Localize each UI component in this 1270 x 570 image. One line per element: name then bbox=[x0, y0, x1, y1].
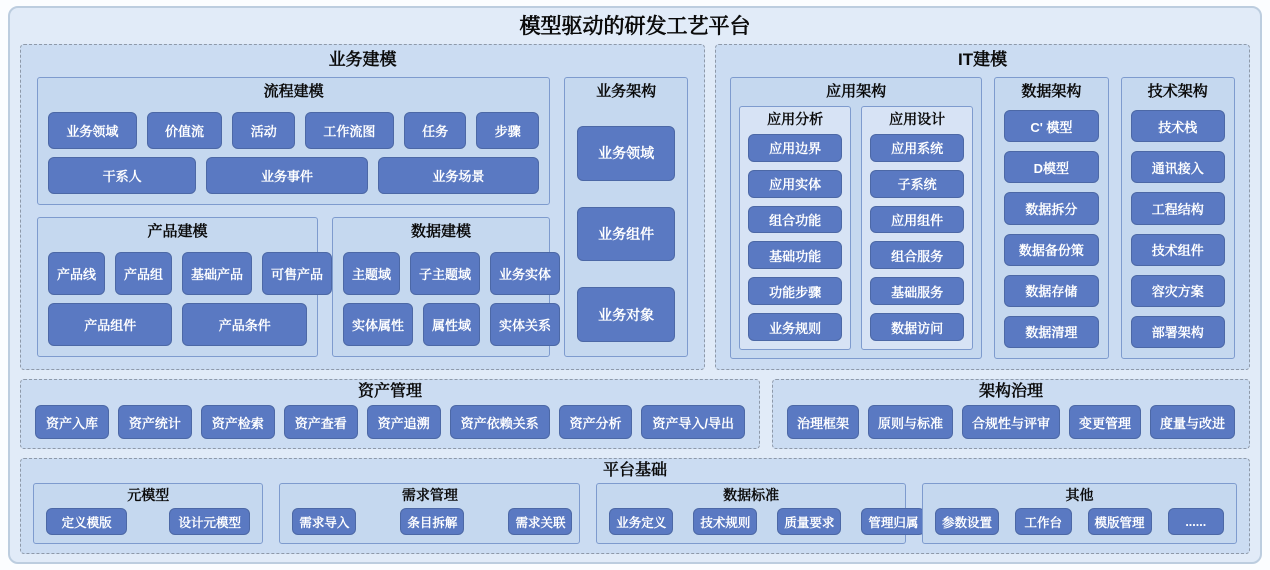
application-architecture-columns bbox=[739, 106, 973, 350]
box-meta-model bbox=[33, 483, 263, 544]
data-standard-block: 技术规则 bbox=[693, 508, 757, 535]
process-block: 活动 bbox=[232, 112, 295, 149]
it-modeling-body bbox=[730, 77, 1235, 359]
governance-block: 度量与改进 bbox=[1150, 405, 1235, 439]
data-modeling-block: 主题域 bbox=[343, 252, 400, 295]
product-block: 产品线 bbox=[48, 252, 105, 295]
governance-block: 合规性与评审 bbox=[962, 405, 1060, 439]
product-block: 产品组 bbox=[115, 252, 172, 295]
data-standard-blocks bbox=[609, 508, 919, 535]
product-modeling-title: 产品建模 bbox=[147, 223, 208, 240]
other-block: ...... bbox=[1168, 508, 1224, 535]
data-standard-block: 管理归属 bbox=[861, 508, 925, 535]
data-standard-block: 质量要求 bbox=[777, 508, 841, 535]
asset-block: 资产导入/导出 bbox=[641, 405, 745, 439]
product-block: 产品组件 bbox=[48, 303, 172, 346]
application-analysis-blocks bbox=[748, 134, 842, 341]
application-design-blocks bbox=[870, 134, 964, 341]
section-architecture-governance bbox=[772, 379, 1250, 449]
product-block: 基础产品 bbox=[182, 252, 252, 295]
asset-block: 资产检索 bbox=[201, 405, 275, 439]
business-architecture-block: 业务组件 bbox=[577, 207, 675, 262]
other-block: 工作台 bbox=[1015, 508, 1071, 535]
process-modeling-row-2 bbox=[48, 157, 539, 194]
it-modeling-title: IT建模 bbox=[958, 50, 1008, 69]
application-design-block: 子系统 bbox=[870, 170, 964, 198]
data-modeling-block: 实体属性 bbox=[343, 303, 413, 346]
application-design-block: 数据访问 bbox=[870, 313, 964, 341]
product-modeling-row-2 bbox=[48, 303, 307, 346]
technology-architecture-block: 技术栈 bbox=[1131, 110, 1225, 142]
business-modeling-left-column bbox=[37, 77, 550, 357]
application-analysis-title: 应用分析 bbox=[767, 111, 824, 127]
asset-management-title: 资产管理 bbox=[357, 383, 422, 400]
technology-architecture-block: 部署架构 bbox=[1131, 316, 1225, 348]
data-architecture-block: 数据清理 bbox=[1004, 316, 1098, 348]
asset-block: 资产分析 bbox=[559, 405, 633, 439]
data-standard-block: 业务定义 bbox=[609, 508, 673, 535]
technology-architecture-title: 技术架构 bbox=[1147, 83, 1208, 100]
data-architecture-blocks bbox=[1004, 110, 1098, 348]
box-product-modeling bbox=[37, 217, 324, 357]
requirement-management-blocks bbox=[292, 508, 567, 535]
technology-architecture-block: 通讯接入 bbox=[1131, 151, 1225, 183]
data-modeling-block: 属性域 bbox=[423, 303, 480, 346]
business-modeling-body bbox=[37, 77, 688, 357]
box-application-design bbox=[861, 106, 973, 350]
technology-architecture-block: 容灾方案 bbox=[1131, 275, 1225, 307]
meta-model-blocks bbox=[46, 508, 250, 535]
box-data-modeling bbox=[332, 217, 550, 357]
requirement-management-title: 需求管理 bbox=[401, 487, 458, 503]
business-modeling-title: 业务建模 bbox=[328, 50, 397, 69]
architecture-governance-title: 架构治理 bbox=[978, 383, 1043, 400]
other-title: 其他 bbox=[1065, 487, 1094, 503]
section-asset-management bbox=[20, 379, 760, 449]
governance-block: 变更管理 bbox=[1069, 405, 1141, 439]
application-analysis-block: 应用边界 bbox=[748, 134, 842, 162]
process-block: 工作流图 bbox=[305, 112, 394, 149]
architecture-governance-blocks bbox=[787, 405, 1235, 439]
requirement-block: 需求关联 bbox=[508, 508, 572, 535]
data-architecture-block: 数据存储 bbox=[1004, 275, 1098, 307]
application-analysis-block: 应用实体 bbox=[748, 170, 842, 198]
data-architecture-block: D模型 bbox=[1004, 151, 1098, 183]
process-modeling-row-1 bbox=[48, 112, 539, 149]
process-block: 干系人 bbox=[48, 157, 196, 194]
platform-foundation-body bbox=[33, 483, 1237, 544]
box-business-architecture bbox=[564, 77, 688, 357]
other-block: 模版管理 bbox=[1088, 508, 1152, 535]
process-block: 任务 bbox=[404, 112, 467, 149]
product-modeling-row-1 bbox=[48, 252, 324, 295]
process-block: 业务场景 bbox=[378, 157, 539, 194]
application-design-block: 应用组件 bbox=[870, 206, 964, 234]
data-architecture-block: 数据备份策 bbox=[1004, 234, 1098, 266]
meta-model-title: 元模型 bbox=[127, 487, 170, 503]
box-requirement-management bbox=[279, 483, 580, 544]
top-row bbox=[20, 44, 1250, 370]
application-design-title: 应用设计 bbox=[889, 111, 946, 127]
box-process-modeling bbox=[37, 77, 550, 205]
diagram-title: 模型驱动的研发工艺平台 bbox=[519, 15, 751, 38]
application-design-block: 基础服务 bbox=[870, 277, 964, 305]
product-block: 可售产品 bbox=[262, 252, 332, 295]
section-it-modeling bbox=[715, 44, 1250, 370]
application-design-block: 应用系统 bbox=[870, 134, 964, 162]
data-modeling-row-2 bbox=[343, 303, 551, 346]
business-architecture-block: 业务对象 bbox=[577, 287, 675, 342]
technology-architecture-block: 工程结构 bbox=[1131, 192, 1225, 224]
governance-block: 原则与标准 bbox=[868, 405, 953, 439]
requirement-block: 需求导入 bbox=[292, 508, 356, 535]
box-data-standard bbox=[596, 483, 919, 544]
section-business-modeling bbox=[20, 44, 705, 370]
business-architecture-block: 业务领域 bbox=[577, 126, 675, 181]
business-modeling-bottom-row bbox=[37, 217, 550, 357]
process-block: 业务领域 bbox=[48, 112, 137, 149]
other-blocks bbox=[935, 508, 1224, 535]
application-analysis-block: 业务规则 bbox=[748, 313, 842, 341]
box-data-architecture bbox=[994, 77, 1108, 359]
data-modeling-block: 子主题域 bbox=[410, 252, 480, 295]
asset-block: 资产追溯 bbox=[367, 405, 441, 439]
box-technology-architecture bbox=[1121, 77, 1235, 359]
data-architecture-block: 数据拆分 bbox=[1004, 192, 1098, 224]
business-architecture-title: 业务架构 bbox=[596, 83, 657, 100]
technology-architecture-block: 技术组件 bbox=[1131, 234, 1225, 266]
middle-row bbox=[20, 379, 1250, 449]
diagram-container bbox=[8, 6, 1262, 564]
asset-block: 资产查看 bbox=[284, 405, 358, 439]
application-analysis-block: 基础功能 bbox=[748, 241, 842, 269]
asset-block: 资产依赖关系 bbox=[450, 405, 550, 439]
process-modeling-title: 流程建模 bbox=[263, 83, 324, 100]
technology-architecture-blocks bbox=[1131, 110, 1225, 348]
section-platform-foundation bbox=[20, 458, 1250, 554]
application-architecture-title: 应用架构 bbox=[826, 83, 887, 100]
product-block: 产品条件 bbox=[182, 303, 306, 346]
box-application-architecture bbox=[730, 77, 982, 359]
box-other bbox=[922, 483, 1237, 544]
asset-block: 资产统计 bbox=[118, 405, 192, 439]
process-block: 业务事件 bbox=[206, 157, 367, 194]
data-standard-title: 数据标准 bbox=[723, 487, 780, 503]
other-block: 参数设置 bbox=[935, 508, 999, 535]
process-block: 价值流 bbox=[147, 112, 223, 149]
box-application-analysis bbox=[739, 106, 851, 350]
data-modeling-block: 业务实体 bbox=[490, 252, 560, 295]
requirement-block: 条目拆解 bbox=[400, 508, 464, 535]
asset-block: 资产入库 bbox=[35, 405, 109, 439]
data-architecture-block: C' 模型 bbox=[1004, 110, 1098, 142]
application-design-block: 组合服务 bbox=[870, 241, 964, 269]
application-analysis-block: 功能步骤 bbox=[748, 277, 842, 305]
application-analysis-block: 组合功能 bbox=[748, 206, 842, 234]
asset-management-blocks bbox=[35, 405, 745, 439]
business-architecture-blocks bbox=[577, 126, 675, 342]
data-modeling-block: 实体关系 bbox=[490, 303, 560, 346]
platform-foundation-title: 平台基础 bbox=[602, 462, 667, 479]
data-architecture-title: 数据架构 bbox=[1021, 83, 1082, 100]
meta-model-block: 设计元模型 bbox=[169, 508, 250, 535]
meta-model-block: 定义模版 bbox=[46, 508, 127, 535]
data-modeling-title: 数据建模 bbox=[411, 223, 472, 240]
process-block: 步骤 bbox=[476, 112, 539, 149]
data-modeling-row-1 bbox=[343, 252, 551, 295]
governance-block: 治理框架 bbox=[787, 405, 859, 439]
